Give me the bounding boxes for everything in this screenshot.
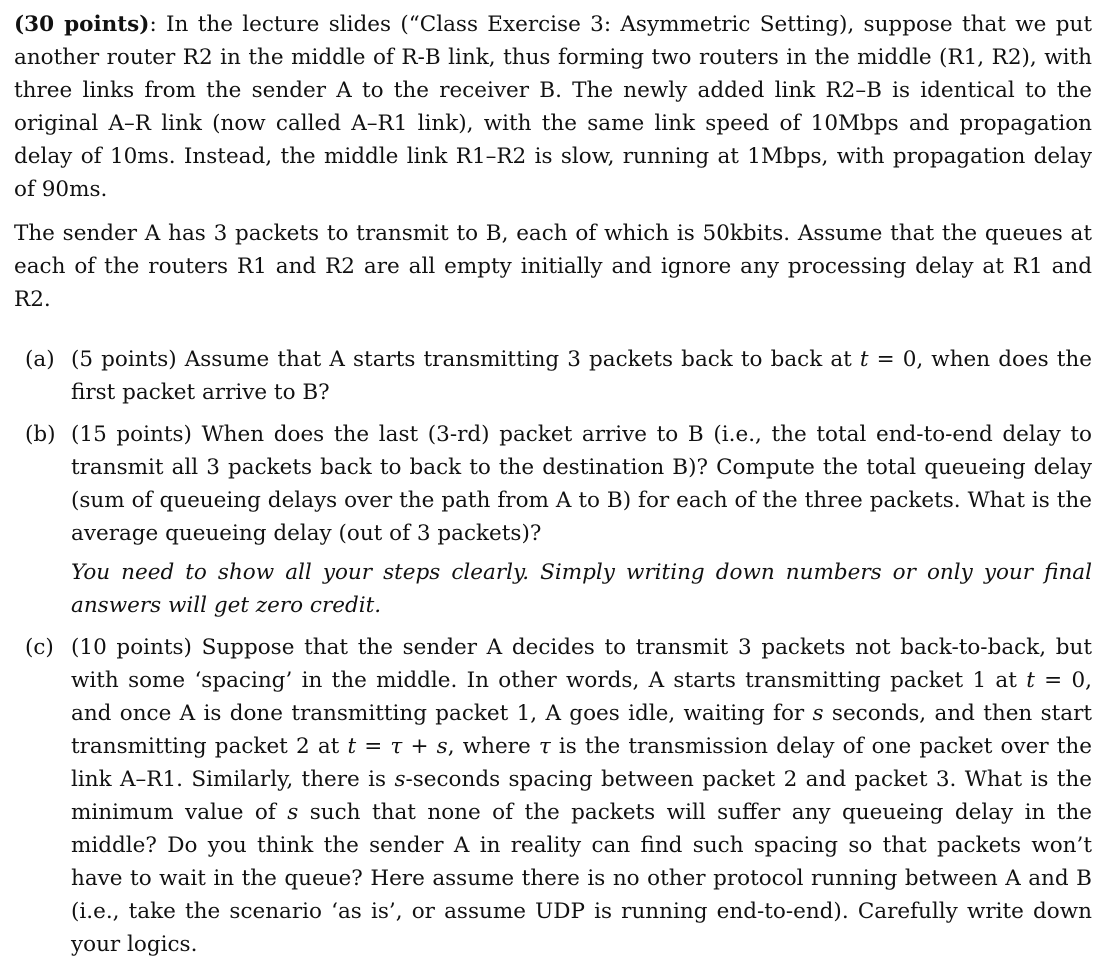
math-eq-zero: = 0 bbox=[1034, 668, 1086, 693]
intro-text: : In the lecture slides (“Class Exercise 3: Asymmetric Setting), suppose that we put another router R2 in the middle of R-B link, thus forming two routers in the middle (R1, R2), with three links from the sender A to the receiver B. The newly added link R2–B is identical to the original A–R link (now called A–R1 link), with the same link speed of 10Mbps and propagation delay of 10ms. Instead, the middle link R1–R2 is slow, running at 1Mbps, with propagation delay of 90ms. bbox=[14, 12, 1092, 202]
part-c bbox=[14, 631, 1092, 961]
math-s: s bbox=[436, 734, 448, 759]
problem-document bbox=[14, 8, 1092, 961]
part-c-seg-7: such that none of the packets will suffer any queueing delay in the middle? Do you think the sender A in reality can find such spacing so that packets won’t have to wait in the queue? Here assume there is no other protocol running between A and B (i.e., take the scenario ‘as is’, or assume UDP is running end-to-end). Carefully write down your logics. bbox=[71, 800, 1092, 957]
part-b-label: (b) bbox=[25, 422, 56, 447]
part-c-seg-5: is the transmission delay of one packet over the link A–R1. Similarly, there is bbox=[71, 734, 1092, 792]
part-a-text-2: , when does the first packet arrive to B? bbox=[71, 347, 1092, 405]
points-label: (30 points) bbox=[14, 12, 150, 37]
math-s: s bbox=[287, 800, 299, 825]
math-tau: τ bbox=[538, 734, 551, 759]
part-c-seg-3: seconds, and then start transmitting packet 2 at bbox=[71, 701, 1093, 759]
part-c-text bbox=[71, 635, 1092, 957]
math-eq-zero: = 0 bbox=[868, 347, 917, 372]
problem-setup: The sender A has 3 packets to transmit to B, each of which is 50kbits. Assume that the queues at each of the routers R1 and R2 are all empty initially and ignore any processing delay at R1 and R2. bbox=[14, 221, 1092, 312]
part-c-seg-4: , where bbox=[447, 734, 539, 759]
part-b-note: You need to show all your steps clearly. Simply writing down numbers or only your final answers will get zero credit. bbox=[71, 560, 1092, 618]
math-s: s bbox=[394, 767, 406, 792]
math-t: t bbox=[859, 347, 869, 372]
math-tau: τ bbox=[390, 734, 403, 759]
part-c-label: (c) bbox=[25, 635, 54, 660]
part-b-text: (15 points) When does the last (3-rd) packet arrive to B (i.e., the total end-to-end delay to transmit all 3 packets back to back to the destination B)? Compute the total queueing delay (sum of queueing delays over the path from A to B) for each of the three packets. What is the average queueing delay (out of 3 packets)? bbox=[71, 422, 1092, 546]
part-c-seg-6: -seconds spacing between packet 2 and packet 3. What is the minimum value of bbox=[71, 767, 1092, 825]
part-a-label: (a) bbox=[25, 347, 55, 372]
part-b bbox=[14, 418, 1092, 622]
math-plus: + bbox=[402, 734, 437, 759]
math-eq: = bbox=[356, 734, 391, 759]
part-a-text bbox=[71, 347, 1092, 405]
part-a bbox=[14, 343, 1092, 409]
problem-intro bbox=[14, 8, 1092, 206]
math-s: s bbox=[812, 701, 824, 726]
math-t: t bbox=[1026, 668, 1035, 693]
math-t: t bbox=[347, 734, 357, 759]
part-a-text-1: (5 points) Assume that A starts transmitting 3 packets back to back at bbox=[71, 347, 860, 372]
part-c-seg-2: , and once A is done transmitting packet 1, A goes idle, waiting for bbox=[71, 668, 1092, 726]
problem-parts bbox=[14, 343, 1092, 961]
part-c-seg-1: (10 points) Suppose that the sender A decides to transmit 3 packets not back-to-back, but with some ‘spacing’ in the middle. In other words, A starts transmitting packet 1 at bbox=[71, 635, 1092, 693]
